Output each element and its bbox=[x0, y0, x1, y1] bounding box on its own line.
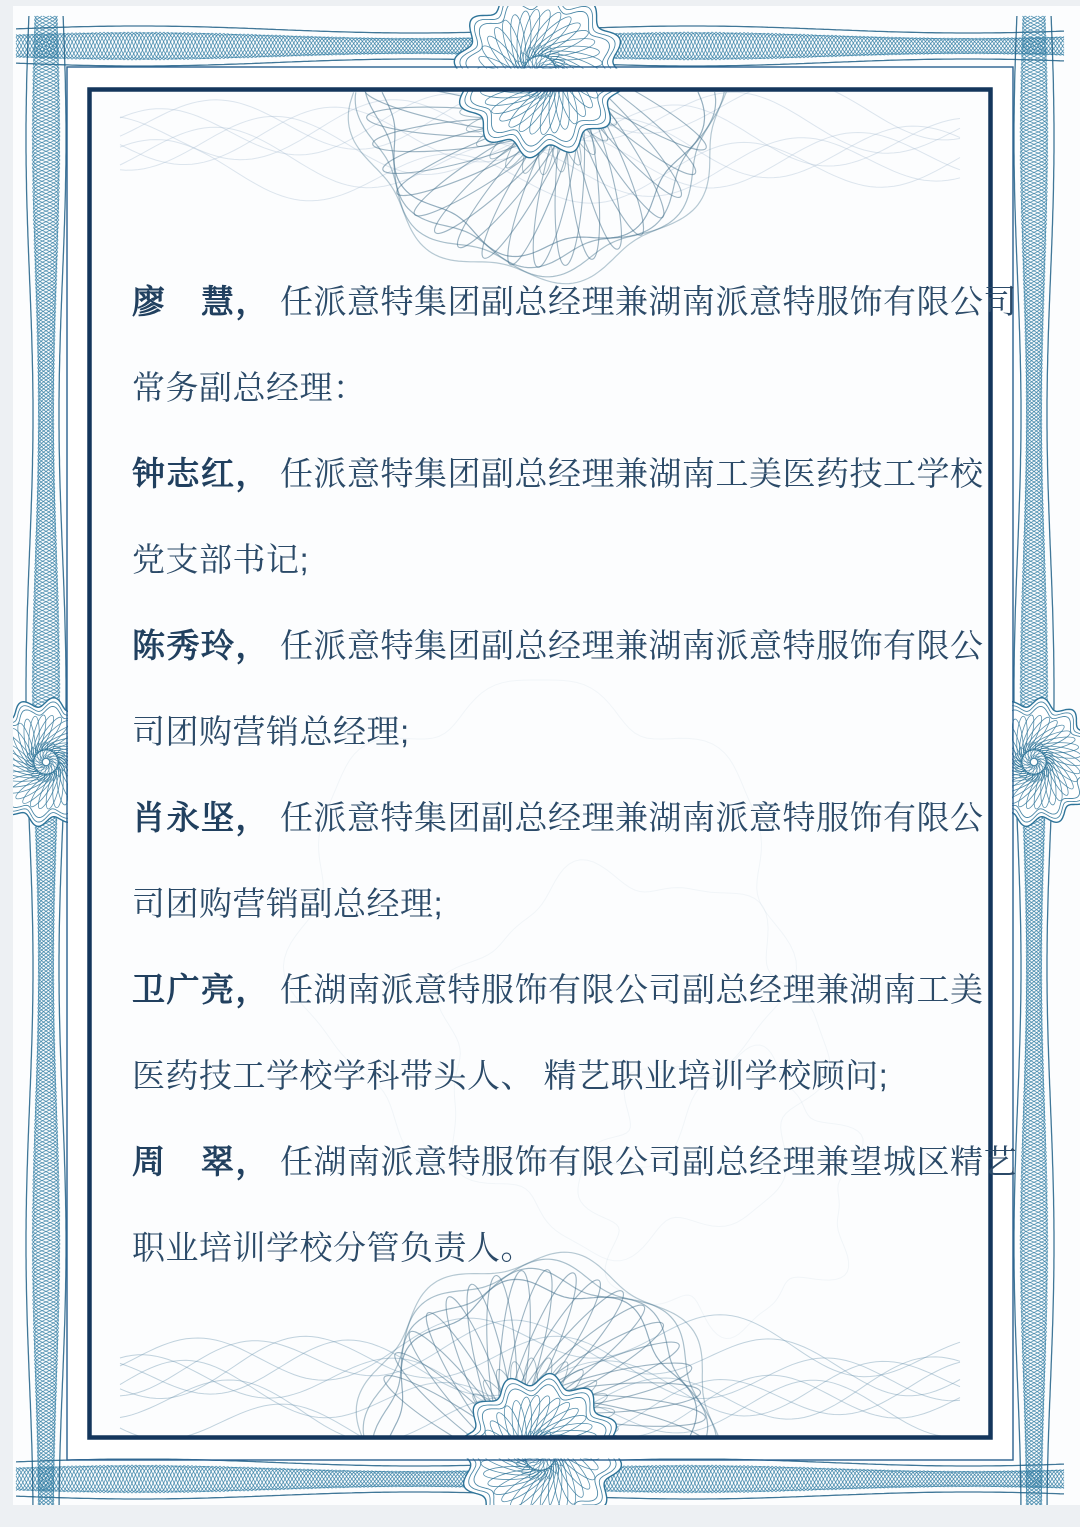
appointment-text: 任派意特集团副总经理兼湖南工美医药技工学校 bbox=[280, 455, 984, 492]
text-line: 常务副总经理： bbox=[132, 369, 367, 406]
person-name: 廖 慧， bbox=[132, 283, 270, 320]
text-line: 职业培训学校分管负责人。 bbox=[132, 1229, 534, 1266]
photo-edge-left bbox=[0, 0, 13, 1527]
text-line: 党支部书记; bbox=[132, 541, 310, 578]
text-line: 医药技工学校学科带头人、 精艺职业培训学校顾问; bbox=[132, 1057, 889, 1094]
photo-edge-bottom bbox=[0, 1505, 1080, 1527]
appointment-text: 任湖南派意特服饰有限公司副总经理兼湖南工美 bbox=[280, 971, 984, 1008]
content-area bbox=[132, 259, 1017, 1291]
text-line bbox=[132, 775, 984, 861]
text-line: 司团购营销副总经理; bbox=[132, 885, 444, 922]
text-line: 司团购营销总经理; bbox=[132, 713, 410, 750]
text-line bbox=[132, 1119, 1017, 1205]
appointment-text: 任派意特集团副总经理兼湖南派意特服饰有限公司 bbox=[280, 283, 1017, 320]
appointment-text: 任派意特集团副总经理兼湖南派意特服饰有限公 bbox=[280, 799, 984, 836]
text-line bbox=[132, 431, 984, 517]
photo-edge-top bbox=[0, 0, 1080, 6]
text-line bbox=[132, 259, 1017, 345]
person-name: 周 翠， bbox=[132, 1143, 270, 1180]
appointment-text: 任湖南派意特服饰有限公司副总经理兼望城区精艺 bbox=[280, 1143, 1017, 1180]
text-line bbox=[132, 603, 984, 689]
person-name: 陈秀玲， bbox=[132, 627, 270, 664]
person-name: 卫广亮， bbox=[132, 971, 270, 1008]
person-name: 肖永坚， bbox=[132, 799, 270, 836]
person-name: 钟志红， bbox=[132, 455, 270, 492]
appointment-text: 任派意特集团副总经理兼湖南派意特服饰有限公 bbox=[280, 627, 984, 664]
text-line bbox=[132, 947, 984, 1033]
